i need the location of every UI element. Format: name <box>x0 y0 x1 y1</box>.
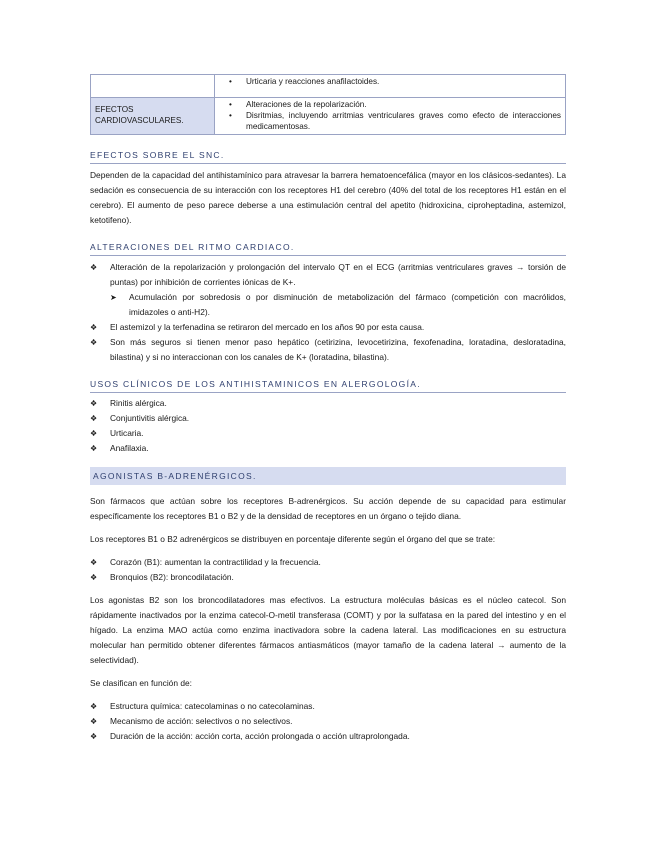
diamond-bullet-icon: ❖ <box>90 414 98 423</box>
diamond-bullet-icon: ❖ <box>90 558 98 567</box>
diamond-bullet-icon: ❖ <box>90 399 98 408</box>
agonistas-paragraph-3: Los agonistas B2 son los broncodilatadores mas efectivos. La estructura moléculas básicas es el núcleo catecol. Son rápidamente inactivados por la enzima catecol-O-metil transferasa (COMT) y por la sulfatasa en la pared del intestino y en el hígado. La enzima MAO actúa como enzima inactivadora sobre la cadena lateral. Las modificaciones en su estructura molecular han permitido obtener diferentes fármacos antiasmáticos (mayor tamaño de la cadena lateral → aumento de la selectividad). <box>90 595 566 665</box>
table-row <box>91 98 566 135</box>
bullet-icon: • <box>229 111 232 120</box>
list-item: ❖ Alteración de la repolarización y prolongación del intervalo QT en el ECG (arritmias ventriculares graves → torsión de puntas) por inhibición de corrientes iónicas de K+. <box>90 262 566 287</box>
diamond-bullet-icon: ❖ <box>90 323 98 332</box>
table-row <box>91 75 566 98</box>
ritmo-list <box>90 260 566 365</box>
list-item: ❖ Urticaria. <box>90 426 566 441</box>
table-content-cell <box>215 98 566 135</box>
section-heading-snc: EFECTOS SOBRE EL SNC. <box>90 150 566 164</box>
section-heading-usos: USOS CLÍNICOS DE LOS ANTIHISTAMINICOS EN ALERGOLOGÍA. <box>90 379 566 393</box>
section-heading-ritmo: ALTERACIONES DEL RITMO CARDIACO. <box>90 242 566 256</box>
list-item: ❖ Anafilaxia. <box>90 441 566 456</box>
table-label-cell <box>91 75 215 98</box>
diamond-bullet-icon: ❖ <box>90 573 98 582</box>
list-item: ➤ Acumulación por sobredosis o por disminución de metabolización del fármaco (competición con macrólidos, imidazoles o anti-H2). <box>110 292 566 317</box>
list-item: ❖ El astemizol y la terfenadina se retiraron del mercado en los años 90 por esta causa. <box>90 320 566 335</box>
table-list-item: • Disritmias, incluyendo arritmias ventriculares graves como efecto de interacciones medicamentosas. <box>229 111 561 131</box>
list-item: ❖ Corazón (B1): aumentan la contractilidad y la frecuencia. <box>90 555 566 570</box>
bullet-icon: • <box>229 100 232 109</box>
diamond-bullet-icon: ❖ <box>90 717 98 726</box>
diamond-bullet-icon: ❖ <box>90 429 98 438</box>
diamond-bullet-icon: ❖ <box>90 732 98 741</box>
diamond-bullet-icon: ❖ <box>90 263 98 272</box>
arrow-bullet-icon: ➤ <box>110 293 117 302</box>
diamond-bullet-icon: ❖ <box>90 702 98 711</box>
effects-table <box>90 74 566 135</box>
classification-list <box>90 699 566 744</box>
list-item: ❖ Bronquios (B2): broncodilatación. <box>90 570 566 585</box>
table-list-item: • Urticaria y reacciones anafilactoides. <box>229 77 380 86</box>
diamond-bullet-icon: ❖ <box>90 444 98 453</box>
usos-list <box>90 396 566 456</box>
list-item: ❖ Conjuntivitis alérgica. <box>90 411 566 426</box>
organ-list <box>90 555 566 585</box>
table-content-cell <box>215 75 566 98</box>
table-label-cell: EFECTOS CARDIOVASCULARES. <box>91 98 215 135</box>
list-item: ❖ Son más seguros si tienen menor paso hepático (cetirizina, levocetirizina, fexofenadina, loratadina, desloratadina, bilastina) y si no interaccionan con los canales de K+ (loratadina, bilastina). <box>90 337 566 362</box>
list-item: ❖ Estructura química: catecolaminas o no catecolaminas. <box>90 699 566 714</box>
agonistas-paragraph-1: Son fármacos que actúan sobre los receptores B-adrenérgicos. Su acción depende de su capacidad para estimular específicamente los receptores B1 o B2 y de la densidad de receptores en un órgano o tejido diana. <box>90 496 566 521</box>
snc-paragraph: Dependen de la capacidad del antihistamínico para atravesar la barrera hematoencefálica (mayor en los clásicos-sedantes). La sedación es consecuencia de su interacción con los receptores H1 del cerebro (40% del total de los receptores H1 están en el cerebro). El aumento de peso parece deberse a una estimulación central del apetito (hidroxicina, ciproheptadina, astemizol, ketotifeno). <box>90 170 566 225</box>
diamond-bullet-icon: ❖ <box>90 338 98 347</box>
agonistas-paragraph-2: Los receptores B1 o B2 adrenérgicos se distribuyen en porcentaje diferente según el órgano del que se trate: <box>90 534 496 544</box>
agonistas-paragraph-4: Se clasifican en función de: <box>90 678 192 688</box>
section-heading-agonistas: AGONISTAS B-ADRENÉRGICOS. <box>90 467 566 485</box>
bullet-icon: • <box>229 77 232 86</box>
list-item: ❖ Rinitis alérgica. <box>90 396 566 411</box>
document-content <box>90 74 566 744</box>
list-item: ❖ Duración de la acción: acción corta, acción prolongada o acción ultraprolongada. <box>90 729 566 744</box>
list-item: ❖ Mecanismo de acción: selectivos o no selectivos. <box>90 714 566 729</box>
table-list-item: • Alteraciones de la repolarización. <box>229 100 367 109</box>
